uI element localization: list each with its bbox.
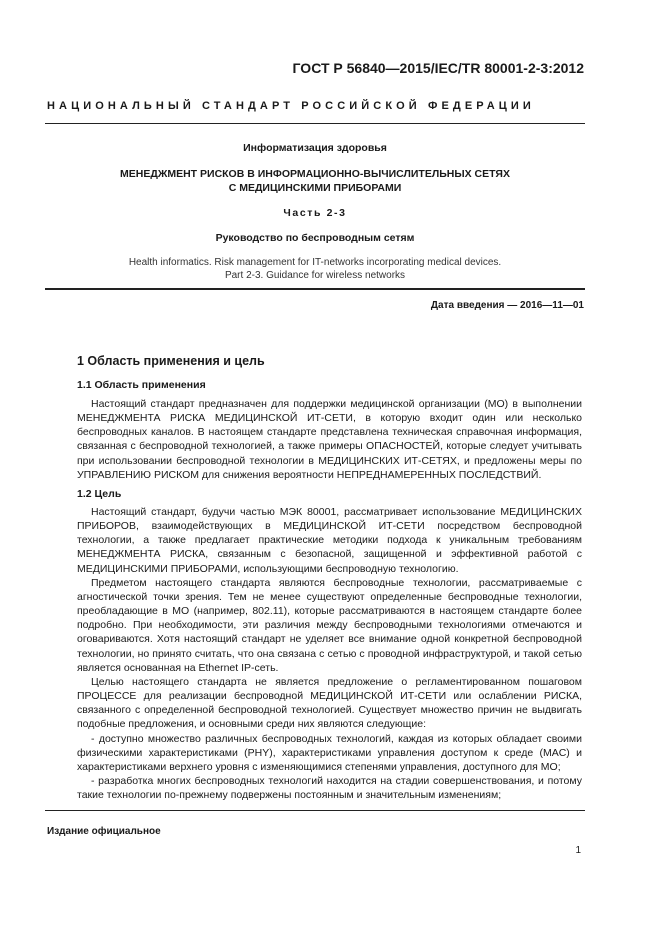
paragraph: Настоящий стандарт предназначен для поддержки медицинской организации (МО) в выполнении МЕНЕДЖМЕНТА РИСКА МЕДИЦИНСКОЙ ИТ-СЕТИ, в которую входит один или несколько беспроводных каналов. В настоящем стандарте представлена техническая справочная информация, связанная с беспроводной технологией, а также примеры ОПАСНОСТЕЙ, которые следует учитывать при использовании беспроводной технологии в МЕДИЦИНСКИХ ИТ-СЕТЯХ, и предложены меры по УПРАВЛЕНИЮ РИСКОМ для снижения вероятности НЕПРЕДНАМЕРЕННЫХ ПОСЛЕДСТВИЙ. xyxy=(77,398,582,481)
section-1-2-heading: 1.2 Цель xyxy=(77,488,122,500)
main-title-line-1: МЕНЕДЖМЕНТ РИСКОВ В ИНФОРМАЦИОННО-ВЫЧИСЛИТЕЛЬНЫХ СЕТЯХ xyxy=(120,168,510,180)
document-code: ГОСТ Р 56840—2015/IEC/TR 80001-2-3:2012 xyxy=(292,60,584,76)
paragraph: Настоящий стандарт, будучи частью МЭК 80001, рассматривает использование МЕДИЦИНСКИХ ПРИБОРОВ, взаимодействующих в МЕДИЦИНСКОЙ ИТ-СЕТИ посредством беспроводной технологии, а также предлагает практические методики подхода к уникальным требованиям МЕНЕДЖМЕНТА РИСКА, связанным с безопасной, защищенной и эффективной работой с МЕДИЦИНСКИМИ ПРИБОРАМИ, использующими беспроводную технологию. xyxy=(77,506,582,575)
document-subtitle: Информатизация здоровья xyxy=(243,142,387,154)
header-divider xyxy=(45,123,585,124)
paragraph: Целью настоящего стандарта не является предложение о регламентированном пошаговом ПРОЦЕССЕ для реализации беспроводной МЕДИЦИНСКОЙ ИТ-СЕТИ или ослаблении РИСКА, связанного с определенной беспроводной технологией. Существует множество причин не выдвигать подобные предложения, и основными среди них являются следующие: xyxy=(77,675,582,731)
english-title xyxy=(45,256,585,282)
title-divider xyxy=(45,288,585,290)
part-label: Часть 2-3 xyxy=(283,207,347,219)
section-1-1-heading: 1.1 Область применения xyxy=(77,379,206,391)
english-title-line-2: Part 2-3. Guidance for wireless networks xyxy=(224,270,406,281)
national-standard-heading: НАЦИОНАЛЬНЫЙ СТАНДАРТ РОССИЙСКОЙ ФЕДЕРАЦИИ xyxy=(47,100,535,112)
section-1-2-body xyxy=(77,505,582,802)
section-1-1-body xyxy=(77,397,582,482)
main-title-line-2: С МЕДИЦИНСКИМИ ПРИБОРАМИ xyxy=(228,182,402,194)
english-title-line-1: Health informatics. Risk management for IT-networks incorporating medical devices. xyxy=(128,257,502,268)
page-number: 1 xyxy=(575,845,581,856)
guide-title: Руководство по беспроводным сетям xyxy=(215,232,415,244)
footer-divider xyxy=(45,810,585,811)
list-item: - разработка многих беспроводных технологий находится на стадии совершенствования, и потому такие технологии по-прежнему подвержены постоянным и значительным изменениям; xyxy=(77,774,582,802)
section-1-heading: 1 Область применения и цель xyxy=(77,354,265,368)
paragraph: Предметом настоящего стандарта являются беспроводные технологии, рассматриваемые с агностической точки зрения. Тем не менее существуют определенные беспроводные технологии, преобладающие в МО (например, 802.11), которые рассматриваются в настоящем стандарте более подробно. При необходимости, эти различия между беспроводными технологиями отмечаются и оговариваются. Хотя настоящий стандарт не уделяет все внимание одной конкретной беспроводной технологии, но принято считать, что она связана с сетью с проводной инфраструктурой, и такой сетью является основанная на Ethernet IP-сеть. xyxy=(77,576,582,674)
list-item: - доступно множество различных беспроводных технологий, каждая из которых обладает своими физическими характеристиками (PHY), характеристиками управления доступом к среде (MAC) и характеристиками верхнего уровня с изменяющимися степенями управления, доступного для МО; xyxy=(77,732,582,773)
introduction-date: Дата введения — 2016—11—01 xyxy=(430,300,584,311)
document-main-title xyxy=(45,167,585,195)
official-edition-label: Издание официальное xyxy=(47,826,161,837)
